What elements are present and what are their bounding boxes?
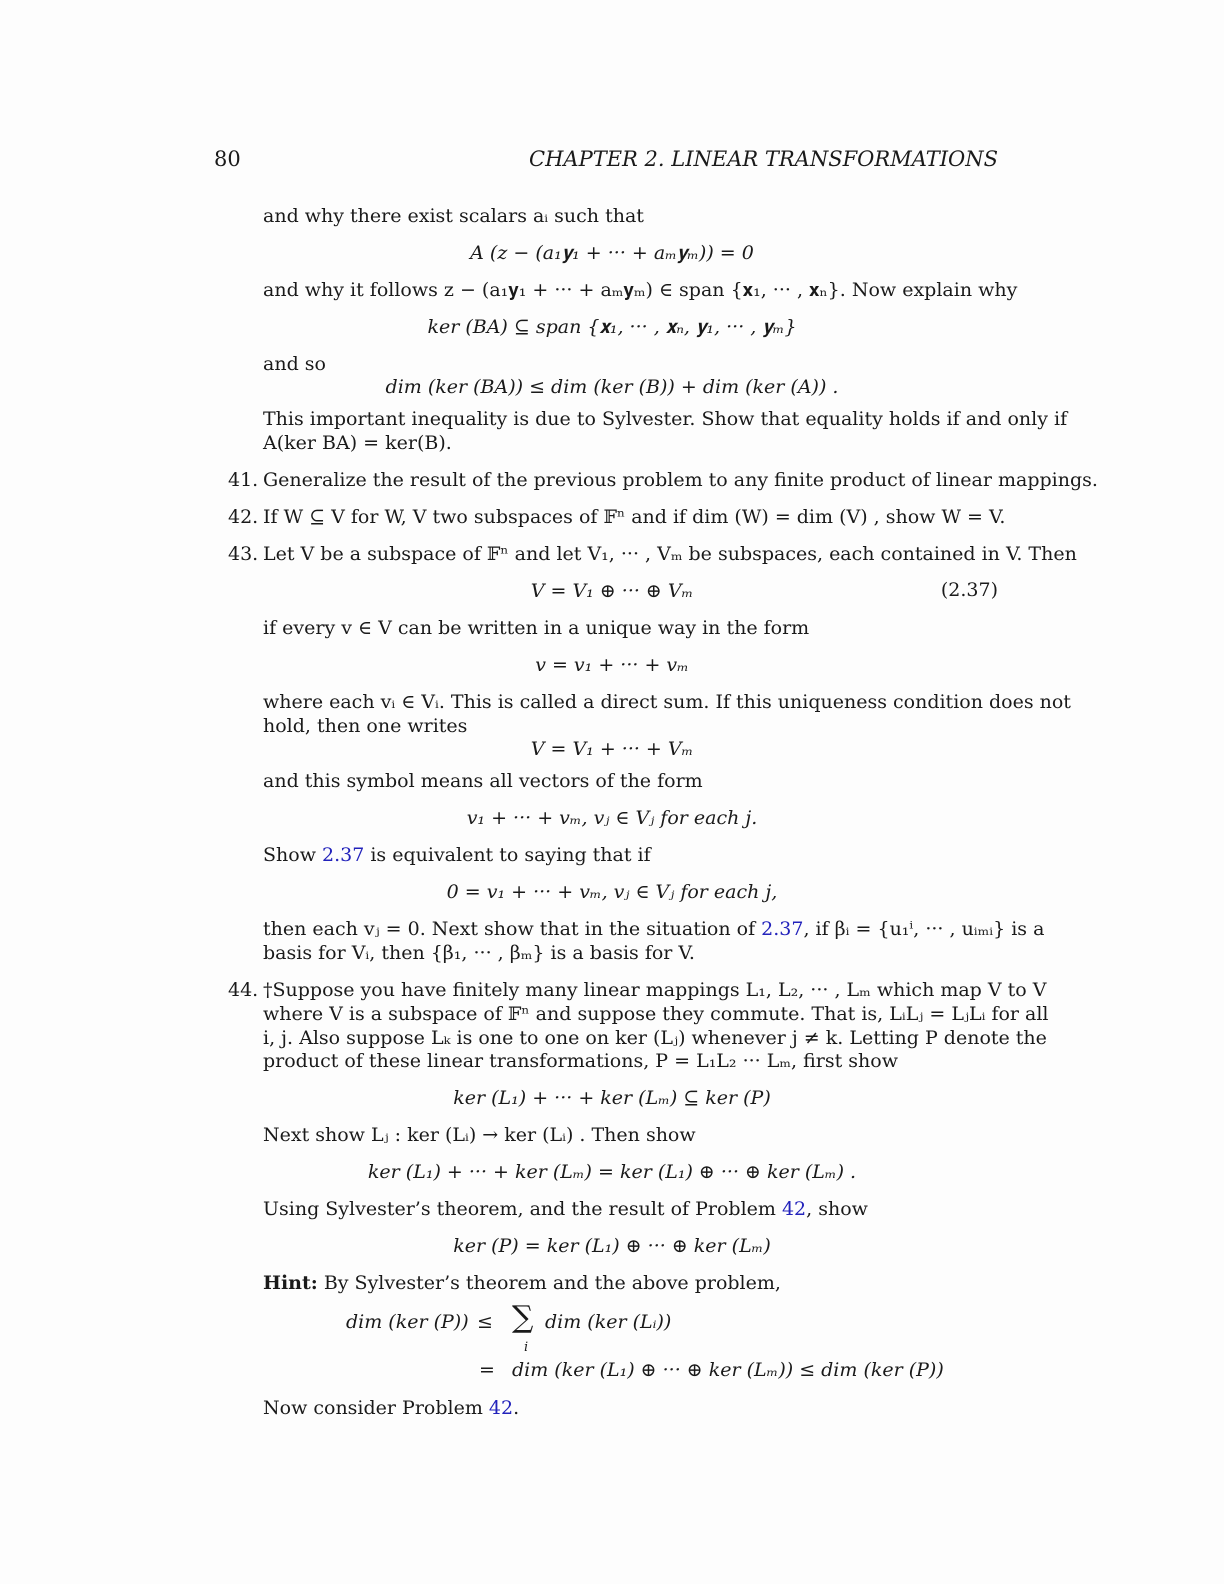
summation-symbol: ∑ [512, 1300, 534, 1335]
text-line: This important inequality is due to Sylvester. Show that equality holds if and only if [263, 408, 1068, 430]
hint-relation: ≤ [477, 1311, 493, 1333]
problem-reference-link[interactable]: 42 [488, 1397, 514, 1419]
hint-lhs: dim (ker (P)) [346, 1311, 469, 1333]
equation: v = v₁ + ··· + vₘ [535, 654, 689, 676]
problem-text: Let V be a subspace of 𝔽ⁿ and let V₁, ··· , Vₘ be subspaces, each contained in V. Then [263, 543, 1077, 565]
text-line: hold, then one writes [263, 715, 468, 737]
equation-reference-link[interactable]: 2.37 [322, 844, 365, 866]
equation: dim (ker (BA)) ≤ dim (ker (B)) + dim (ker (A)) . [385, 376, 839, 398]
text-line: and why there exist scalars aᵢ such that [263, 205, 644, 227]
equation-reference-link[interactable]: 2.37 [761, 918, 804, 940]
summation-index: i [524, 1340, 529, 1355]
problem-number: 41. [228, 469, 259, 491]
problem-number: 43. [228, 543, 259, 565]
text-segment: , show [806, 1198, 868, 1220]
text-line: A(ker BA) = ker(B). [263, 432, 452, 454]
text-line [263, 1197, 868, 1221]
equation: ker (BA) ⊆ span {𝐱₁, ··· , 𝐱ₙ, 𝐲₁, ··· , 𝐲ₘ} [427, 316, 797, 338]
equation: ker (L₁) + ··· + ker (Lₘ) = ker (L₁) ⊕ ··· ⊕ ker (Lₘ) . [367, 1161, 857, 1183]
equation: 0 = v₁ + ··· + vₘ, vⱼ ∈ Vⱼ for each j, [446, 881, 778, 903]
text-segment: Show [263, 844, 322, 866]
hint-label: Hint: [263, 1272, 318, 1294]
problem-number: 44. [228, 979, 259, 1001]
text-segment: is equivalent to saying that if [364, 844, 651, 866]
text-line [263, 917, 1044, 941]
equation: ker (L₁) + ··· + ker (Lₘ) ⊆ ker (P) [453, 1087, 771, 1109]
equation: v₁ + ··· + vₘ, vⱼ ∈ Vⱼ for each j. [466, 807, 758, 829]
hint-text: By Sylvester’s theorem and the above problem, [317, 1272, 781, 1294]
running-title: CHAPTER 2. LINEAR TRANSFORMATIONS [529, 147, 998, 171]
hint-rhs: dim (ker (Lᵢ)) [545, 1311, 672, 1333]
text-segment: , if βᵢ = {u₁ⁱ, ··· , uᵢₘᵢ} is a [803, 918, 1045, 940]
problem-text: If W ⊆ V for W, V two subspaces of 𝔽ⁿ and if dim (W) = dim (V) , show W = V. [263, 506, 1006, 528]
equation: V = V₁ ⊕ ··· ⊕ Vₘ [530, 580, 694, 602]
problem-text: i, j. Also suppose Lₖ is one to one on ker (Lⱼ) whenever j ≠ k. Letting P denote the [263, 1027, 1047, 1049]
problem-text: †Suppose you have finitely many linear mappings L₁, L₂, ··· , Lₘ which map V to V [263, 979, 1047, 1001]
text-line: Next show Lⱼ : ker (Lᵢ) → ker (Lᵢ) . Then show [263, 1124, 696, 1146]
page-number: 80 [214, 147, 241, 171]
text-segment: then each vⱼ = 0. Next show that in the situation of [263, 918, 762, 940]
hint-relation: = [479, 1359, 495, 1381]
hint-line [263, 1271, 781, 1295]
problem-text: where V is a subspace of 𝔽ⁿ and suppose they commute. That is, LᵢLⱼ = LⱼLᵢ for all [263, 1003, 1049, 1025]
equation: ker (P) = ker (L₁) ⊕ ··· ⊕ ker (Lₘ) [453, 1235, 771, 1257]
equation: V = V₁ + ··· + Vₘ [530, 738, 694, 760]
text-line: if every v ∈ V can be written in a unique way in the form [263, 617, 810, 639]
problem-number: 42. [228, 506, 259, 528]
text-line: and this symbol means all vectors of the form [263, 770, 703, 792]
text-line: where each vᵢ ∈ Vᵢ. This is called a direct sum. If this uniqueness condition does not [263, 691, 1071, 713]
text-segment: Now consider Problem [263, 1397, 489, 1419]
hint-rhs: dim (ker (L₁) ⊕ ··· ⊕ ker (Lₘ)) ≤ dim (ker (P)) [512, 1359, 944, 1381]
problem-text: product of these linear transformations, P = L₁L₂ ··· Lₘ, first show [263, 1050, 898, 1072]
text-line [263, 843, 651, 867]
text-line: and why it follows z − (a₁𝐲₁ + ··· + aₘ𝐲ₘ) ∈ span {𝐱₁, ··· , 𝐱ₙ}. Now explain why [263, 279, 1018, 301]
problem-text: Generalize the result of the previous problem to any finite product of linear mappings. [263, 469, 1098, 491]
problem-reference-link[interactable]: 42 [781, 1198, 807, 1220]
text-line [263, 1396, 519, 1420]
equation-number: (2.37) [940, 579, 998, 601]
text-line: basis for Vᵢ, then {β₁, ··· , βₘ} is a basis for V. [263, 942, 695, 964]
equation: A (z − (a₁𝐲₁ + ··· + aₘ𝐲ₘ)) = 0 [470, 242, 754, 264]
text-line: and so [263, 353, 326, 375]
text-segment: Using Sylvester’s theorem, and the result of Problem [263, 1198, 782, 1220]
text-segment: . [513, 1397, 520, 1419]
